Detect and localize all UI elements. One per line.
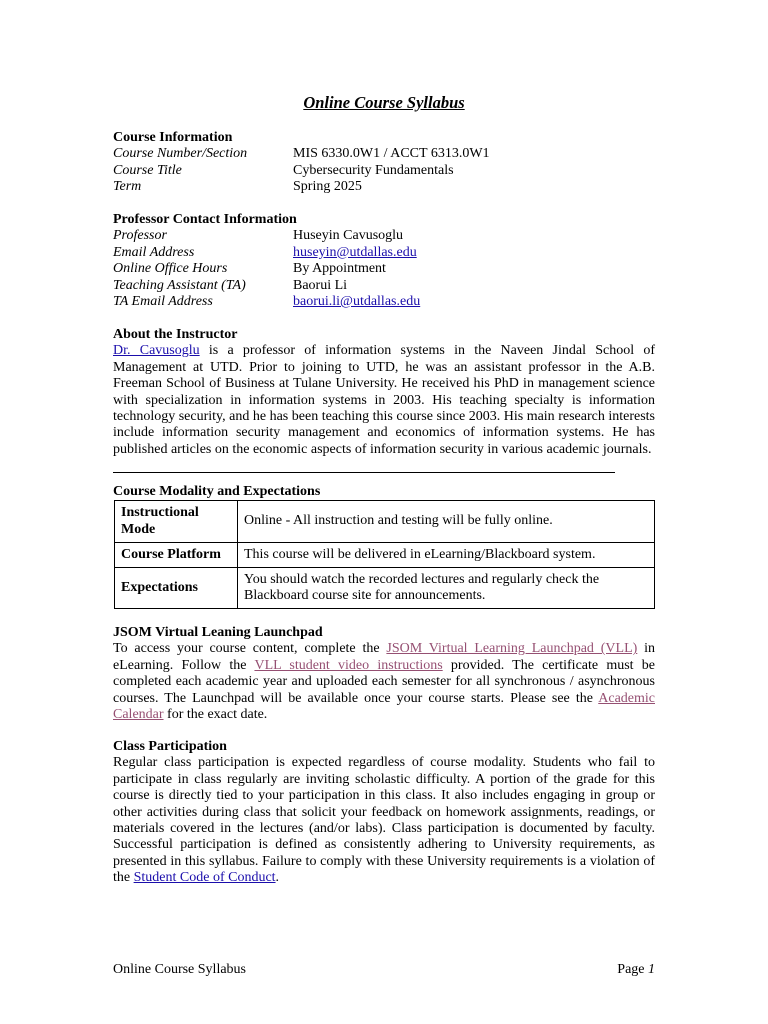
modality-table [114,500,655,609]
course-number-label: Course Number/Section [113,146,248,162]
page-label: Page [617,962,648,977]
page-title: Online Course Syllabus [303,93,465,112]
ta-label: Teaching Assistant (TA) [113,277,246,293]
footer-page [617,962,655,978]
course-platform-label: Course Platform [115,543,238,568]
table-row [115,501,655,543]
ta-email-label: TA Email Address [113,294,213,310]
academic-calendar-link[interactable]: Academic Calendar [113,690,655,723]
contact-row [113,261,655,277]
footer-title: Online Course Syllabus [113,962,246,977]
participation-text-end: . [275,870,280,886]
table-row [115,543,655,568]
contact-info-heading: Professor Contact Information [113,212,297,227]
course-title-value: Cybersecurity Fundamentals [293,162,454,178]
office-hours-value: By Appointment [293,261,386,277]
table-row [115,568,655,609]
term-label: Term [113,179,142,195]
instructor-paragraph [113,343,655,458]
course-platform-value: This course will be delivered in eLearning/Blackboard system. [238,543,655,568]
expectations-label: Expectations [115,568,238,609]
instructional-mode-value: Online - All instruction and testing will be fully online. [238,501,655,543]
course-info-heading: Course Information [113,130,233,145]
expectations-value: You should watch the recorded lectures and regularly check the Blackboard course site for announcements. [238,568,655,609]
participation-text: Regular class participation is expected regardless of course modality. Students who fail to participate in class regularly are inviting scholastic difficulty. A portion of the grade for this course is directly tied to your participation in this class. It also includes engaging in group or other activities during class that solicit your feedback on homework assignments, readings, or materials covered in the lectures (and/or labs). Class participation is documented by faculty. Successful participation is defined as consistently adhering to University requirements, as presented in this syllabus. Failure to comply with these University requirements is a violation of the [113,755,655,886]
course-info-row [113,163,655,179]
launchpad-paragraph [113,641,655,723]
course-title-label: Course Title [113,162,182,178]
section-divider [113,472,615,473]
ta-value: Baorui Li [293,277,348,293]
vll-video-instructions-link[interactable]: VLL student video instructions [254,657,443,673]
instructional-mode-label: Instructional Mode [115,501,238,543]
launchpad-text: provided. The certificate must be completed each academic year and uploaded each semester for all synchronous / asynchronous courses. The Launchpad will be available once your course starts. Please see the [113,657,655,706]
vll-link[interactable]: JSOM Virtual Learning Launchpad (VLL) [386,641,638,657]
course-info-row [113,146,655,162]
professor-label: Professor [113,228,167,244]
instructor-bio: is a professor of information systems in the Naveen Jindal School of Management at UTD. Prior to joining to UTD, he was an assistant professor in the A.B. Freeman School of Business at Tulane University. He received his PhD in management science with specialization in information systems in 2003. His teaching specialty is information technology security, and he has been teaching this course since 2003. His main research interests include information security management and economics of information systems. He has published articles on the economic aspects of information security in various academic journals. [113,343,656,457]
contact-row [113,245,655,261]
instructor-section [113,327,655,458]
course-info-row [113,179,655,195]
contact-row [113,278,655,294]
professor-value: Huseyin Cavusoglu [293,228,404,244]
contact-row [113,294,655,310]
launchpad-heading: JSOM Virtual Leaning Launchpad [113,625,323,640]
professor-email-link[interactable]: huseyin@utdallas.edu [293,244,417,260]
launchpad-section [113,625,655,723]
modality-section [113,484,655,500]
participation-heading: Class Participation [113,739,227,754]
course-number-value: MIS 6330.0W1 / ACCT 6313.0W1 [293,146,490,162]
email-label: Email Address [113,244,195,260]
instructor-profile-link[interactable]: Dr. Cavusoglu [113,343,200,359]
participation-paragraph [113,755,655,886]
contact-row [113,228,655,244]
page-number: 1 [648,962,655,977]
instructor-heading: About the Instructor [113,327,238,342]
contact-info-section [113,212,655,310]
ta-email-link[interactable]: baorui.li@utdallas.edu [293,294,421,310]
participation-section [113,739,655,887]
modality-heading: Course Modality and Expectations [113,484,321,499]
launchpad-text: in eLearning. Follow the [113,641,656,673]
launchpad-text: for the exact date. [163,707,268,723]
student-code-of-conduct-link[interactable]: Student Code of Conduct [133,870,276,886]
office-hours-label: Online Office Hours [113,261,228,277]
course-info-section [113,130,655,196]
term-value: Spring 2025 [293,179,362,195]
launchpad-text: To access your course content, complete the [113,641,387,657]
